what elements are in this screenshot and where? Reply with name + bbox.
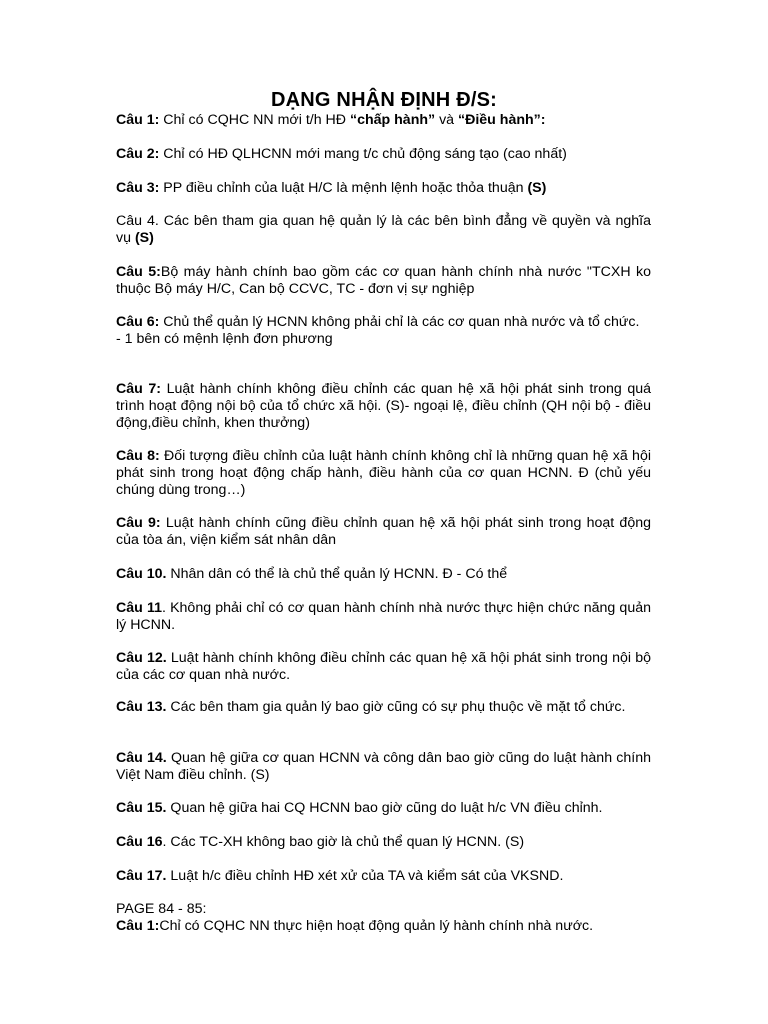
question-12 [116, 650, 651, 684]
question-text: Câu 4. Các bên tham gia quan hệ quản lý là các bên bình đẳng về quyền và nghĩa vụ [116, 213, 651, 246]
question-text: Luật h/c điều chỉnh HĐ xét xử của TA và kiểm sát của VKSND. [166, 868, 564, 884]
question-text: Nhân dân có thể là chủ thể quản lý HCNN. Đ - Có thể [166, 566, 508, 582]
question-text: Các bên tham gia quản lý bao giờ cũng có sự phụ thuộc về mặt tổ chức. [166, 699, 626, 715]
answer-mark: (S) [527, 180, 547, 196]
question-text: và [435, 112, 458, 128]
question-16 [116, 834, 651, 851]
question-number: Câu 15. [116, 800, 167, 816]
page-question-1 [116, 918, 651, 935]
question-text: Chỉ có CQHC NN mới t/h HĐ [159, 112, 350, 128]
question-14 [116, 750, 651, 784]
question-number: Câu 9: [116, 515, 161, 531]
question-text: Chỉ có HĐ QLHCNN mới mang t/c chủ động sáng tạo (cao nhất) [159, 146, 567, 162]
question-number: Câu 14. [116, 750, 167, 766]
question-3 [116, 180, 651, 197]
question-number: Câu 5: [116, 264, 161, 280]
question-17 [116, 868, 651, 885]
question-6 [116, 314, 651, 348]
question-text: Quan hệ giữa hai CQ HCNN bao giờ cũng do luật h/c VN điều chỉnh. [166, 800, 603, 816]
page-reference: PAGE 84 - 85: [116, 901, 207, 917]
question-text: Chỉ có CQHC NN thực hiện hoạt động quản lý hành chính nhà nước. [159, 918, 594, 934]
question-text: Bộ máy hành chính bao gồm các cơ quan hành chính nhà nước "TCXH ko thuộc Bộ máy H/C, Can bộ CCVC, TC - đơn vị sự nghiệp [116, 264, 651, 297]
question-10 [116, 566, 651, 583]
question-number: Câu 17. [116, 868, 167, 884]
question-text: Chủ thể quản lý HCNN không phải chỉ là các cơ quan nhà nước và tổ chức. [159, 314, 640, 330]
question-text: Đối tượng điều chỉnh của luật hành chính không chỉ là những quan hệ xã hội phát sinh trong hoạt động chấp hành, điều hành của cơ quan HCNN. Đ (chủ yếu chúng dùng trong…) [116, 448, 651, 498]
question-text: Luật hành chính cũng điều chỉnh quan hệ xã hội phát sinh trong hoạt động của tòa án, viện kiểm sát nhân dân [116, 515, 651, 548]
question-number: Câu 1: [116, 112, 160, 128]
question-number: Câu 1: [116, 918, 160, 934]
question-7 [116, 381, 651, 432]
question-text: . Không phải chỉ có cơ quan hành chính nhà nước thực hiện chức năng quản lý HCNN. [116, 600, 651, 633]
question-text: . Các TC-XH không bao giờ là chủ thể quan lý HCNN. (S) [162, 834, 525, 850]
question-1 [116, 112, 651, 129]
question-4 [116, 213, 651, 247]
question-number: Câu 2: [116, 146, 160, 162]
question-note: - 1 bên có mệnh lệnh đơn phương [116, 331, 333, 347]
question-number: Câu 8: [116, 448, 160, 464]
question-text: Luật hành chính không điều chỉnh các quan hệ xã hội phát sinh trong nội bộ của các cơ quan nhà nước. [116, 650, 652, 683]
question-number: Câu 6: [116, 314, 160, 330]
question-number: Câu 3: [116, 180, 160, 196]
question-8 [116, 448, 651, 499]
question-2 [116, 146, 651, 163]
question-text: PP điều chỉnh của luật H/C là mệnh lệnh hoặc thỏa thuận [159, 180, 528, 196]
question-number: Câu 13. [116, 699, 167, 715]
question-9 [116, 515, 651, 549]
quoted-term: “Điều hành”: [458, 112, 546, 128]
question-number: Câu 12. [116, 650, 167, 666]
question-11 [116, 600, 651, 634]
answer-mark: (S) [134, 230, 154, 246]
question-5 [116, 264, 651, 298]
question-text: Quan hệ giữa cơ quan HCNN và công dân bao giờ cũng do luật hành chính Việt Nam điều chỉnh. (S) [116, 750, 651, 783]
question-text: Luật hành chính không điều chỉnh các quan hệ xã hội phát sinh trong quá trình hoạt động nội bộ của tổ chức xã hội. (S)- ngoại lệ, điều chỉnh (QH nội bộ - điều động,điều chỉnh, khen thưởng) [116, 381, 651, 431]
page-title: DẠNG NHẬN ĐỊNH Đ/S: [270, 89, 498, 111]
question-number: Câu 7: [116, 381, 161, 397]
question-15 [116, 800, 651, 817]
question-number: Câu 16 [116, 834, 163, 850]
question-number: Câu 10. [116, 566, 167, 582]
quoted-term: “chấp hành” [349, 112, 436, 128]
question-number: Câu 11 [116, 600, 162, 616]
question-13 [116, 699, 651, 716]
